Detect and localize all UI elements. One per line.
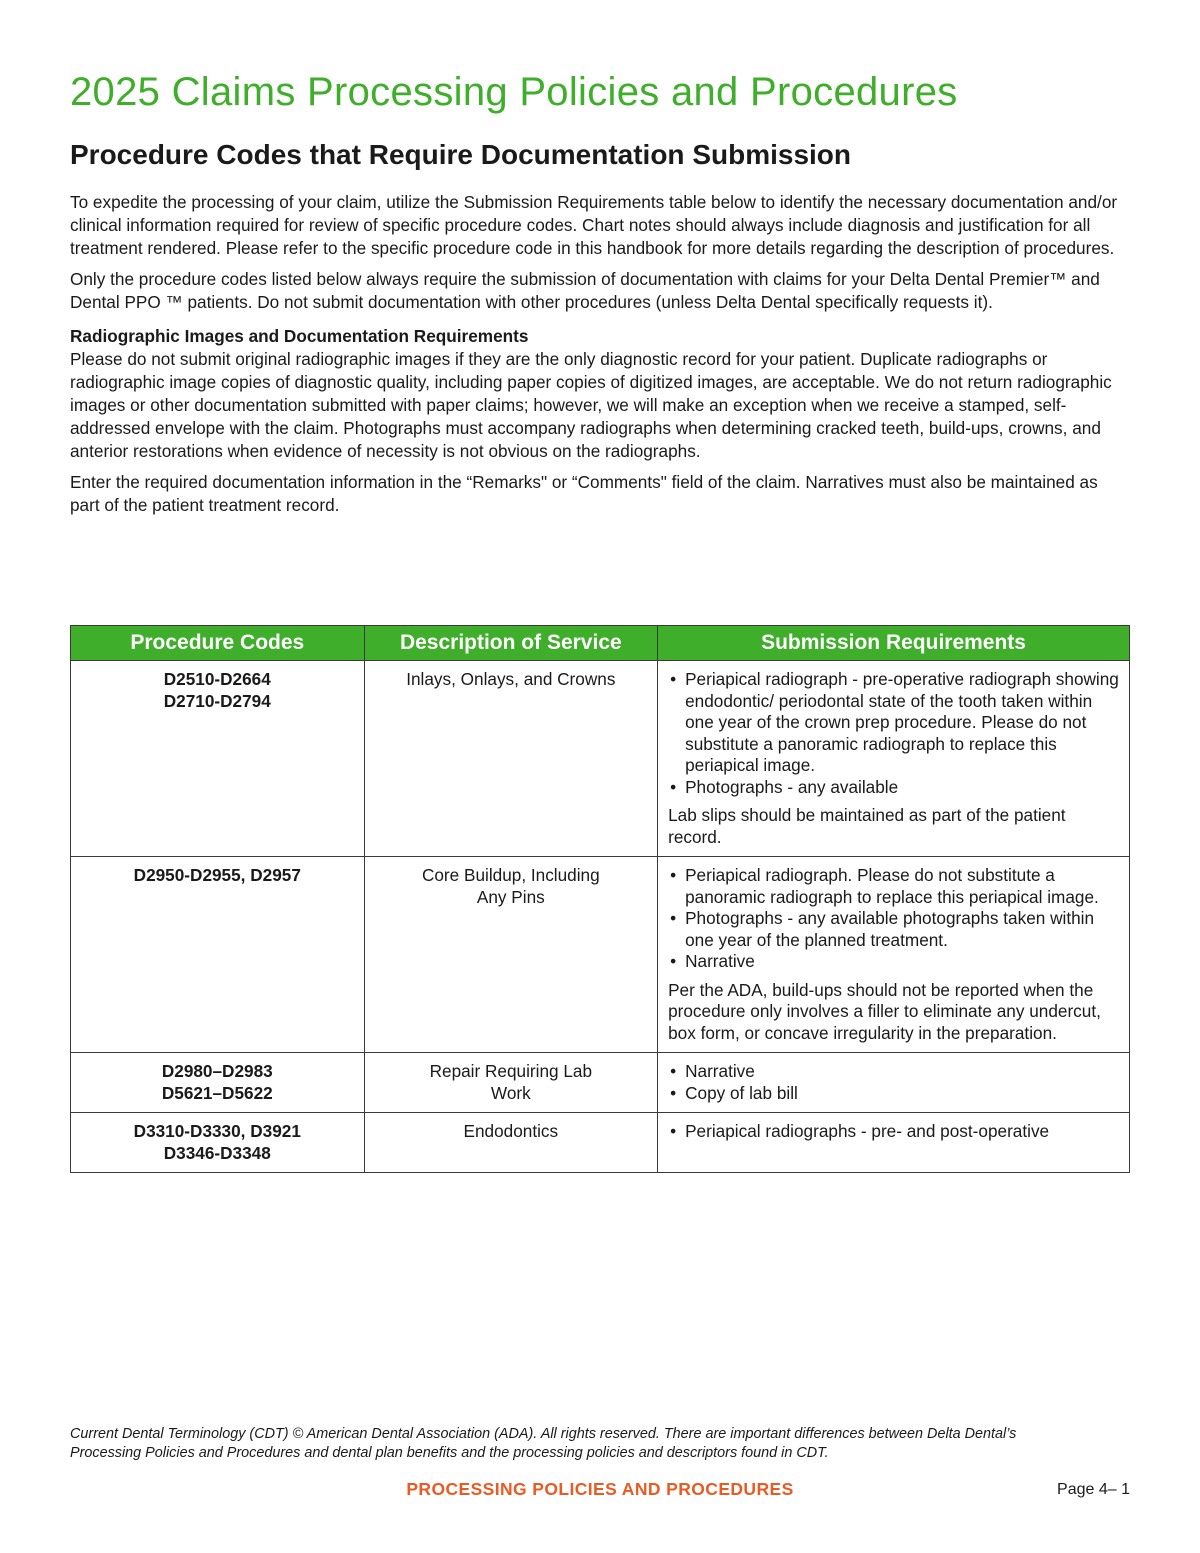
page-number: Page 4– 1 (1057, 1481, 1130, 1498)
submission-requirements-table (70, 625, 1130, 1173)
table-header-row (71, 626, 1130, 661)
procedure-code: D5621–D5622 (161, 1082, 273, 1103)
description-text: Repair Requiring Lab (429, 1061, 593, 1081)
requirements-list (668, 669, 1119, 798)
requirements-list (668, 1061, 1119, 1104)
requirement-item: • Periapical radiographs - pre- and post-operative (668, 1121, 1119, 1143)
procedure-code: D3310-D3330, D3921 (133, 1121, 301, 1141)
cdt-copyright-footnote: Current Dental Terminology (CDT) © American Dental Association (ADA). All rights reserved. There are important differences between Delta Dental’s Processing Policies and Procedures and dental plan benefits and the processing policies and descriptors found in CDT. (70, 1426, 1017, 1461)
description-cell (364, 661, 658, 857)
remarks-paragraph: Enter the required documentation information in the “Remarks" or “Comments" field of the claim. Narratives must also be maintained as part of the patient treatment record. (70, 472, 1098, 515)
requirement-item: • Periapical radiograph. Please do not substitute a panoramic radiograph to replace this periapical image. (668, 865, 1119, 908)
table-row (71, 1053, 1130, 1113)
procedure-codes-cell (71, 857, 365, 1053)
requirements-cell (658, 857, 1130, 1053)
procedure-code: D2710-D2794 (163, 690, 271, 711)
section-title: Procedure Codes that Require Documentation Submission (70, 139, 852, 170)
page-content (70, 66, 1132, 517)
table-row (71, 1113, 1130, 1173)
requirement-note: Lab slips should be maintained as part of the patient record. (668, 805, 1066, 847)
description-text: Endodontics (463, 1121, 559, 1141)
requirements-cell (658, 661, 1130, 857)
table-row (71, 661, 1130, 857)
requirement-item: • Photographs - any available (668, 777, 1119, 799)
radiographic-heading: Radiographic Images and Documentation Requirements (70, 326, 529, 346)
intro-paragraph-2: Only the procedure codes listed below always require the submission of documentation with claims for your Delta Dental Premier™ and Dental PPO ™ patients. Do not submit documentation with other procedures (unless Delta Dental specifically requests it). (70, 269, 1100, 312)
procedure-code: D2980–D2983 (161, 1061, 273, 1081)
table-row (71, 857, 1130, 1053)
description-text: Core Buildup, Including (421, 865, 600, 885)
document-title: 2025 Claims Processing Policies and Procedures (70, 70, 958, 114)
requirements-cell (658, 1053, 1130, 1113)
header-submission-requirements: Submission Requirements (658, 626, 1130, 661)
requirements-list (668, 1121, 1119, 1143)
description-cell (364, 1113, 658, 1173)
header-procedure-codes: Procedure Codes (71, 626, 365, 661)
requirement-item: • Copy of lab bill (668, 1083, 1119, 1105)
description-text: Inlays, Onlays, and Crowns (406, 669, 616, 689)
footer-section-label: PROCESSING POLICIES AND PROCEDURES (406, 1479, 794, 1499)
requirements-cell (658, 1113, 1130, 1173)
requirement-item: • Photographs - any available photographs taken within one year of the planned treatment. (668, 908, 1119, 951)
radiographic-paragraph: Please do not submit original radiographic images if they are the only diagnostic record for your patient. Duplicate radiographs or radiographic image copies of diagnostic quality, including paper copies of digitized images, are acceptable. We do not return radiographic images or other documentation submitted with paper claims; however, we will make an exception when we receive a stamped, self-addressed envelope with the claim. Photographs must accompany radiographs when determining cracked teeth, build-ups, crowns, and anterior restorations when evidence of necessity is not obvious on the radiographs. (70, 349, 1112, 461)
requirements-list (668, 865, 1119, 973)
header-description-of-service: Description of Service (364, 626, 658, 661)
requirement-item: • Narrative (668, 1061, 1119, 1083)
requirement-item: • Periapical radiograph - pre-operative radiograph showing endodontic/ periodontal state of the tooth taken within one year of the crown prep procedure. Please do not substitute a panoramic radiograph to replace this periapical image. (668, 669, 1119, 777)
description-cell (364, 1053, 658, 1113)
description-text: Work (490, 1082, 531, 1103)
procedure-codes-cell (71, 661, 365, 857)
requirement-item: • Narrative (668, 951, 1119, 973)
procedure-code: D2950-D2955, D2957 (133, 865, 301, 885)
description-cell (364, 857, 658, 1053)
procedure-codes-cell (71, 1053, 365, 1113)
description-text: Any Pins (476, 886, 545, 907)
intro-paragraph-1: To expedite the processing of your claim, utilize the Submission Requirements table below to identify the necessary documentation and/or clinical information required for review of specific procedure codes. Chart notes should always include diagnosis and justification for all treatment rendered. Please refer to the specific procedure code in this handbook for more details regarding the description of procedures. (70, 192, 1118, 258)
procedure-code: D3346-D3348 (163, 1142, 271, 1163)
procedure-code: D2510-D2664 (163, 669, 271, 689)
requirement-note: Per the ADA, build-ups should not be reported when the procedure only involves a filler to eliminate any undercut, box form, or concave irregularity in the preparation. (668, 979, 1101, 1043)
procedure-codes-cell (71, 1113, 365, 1173)
